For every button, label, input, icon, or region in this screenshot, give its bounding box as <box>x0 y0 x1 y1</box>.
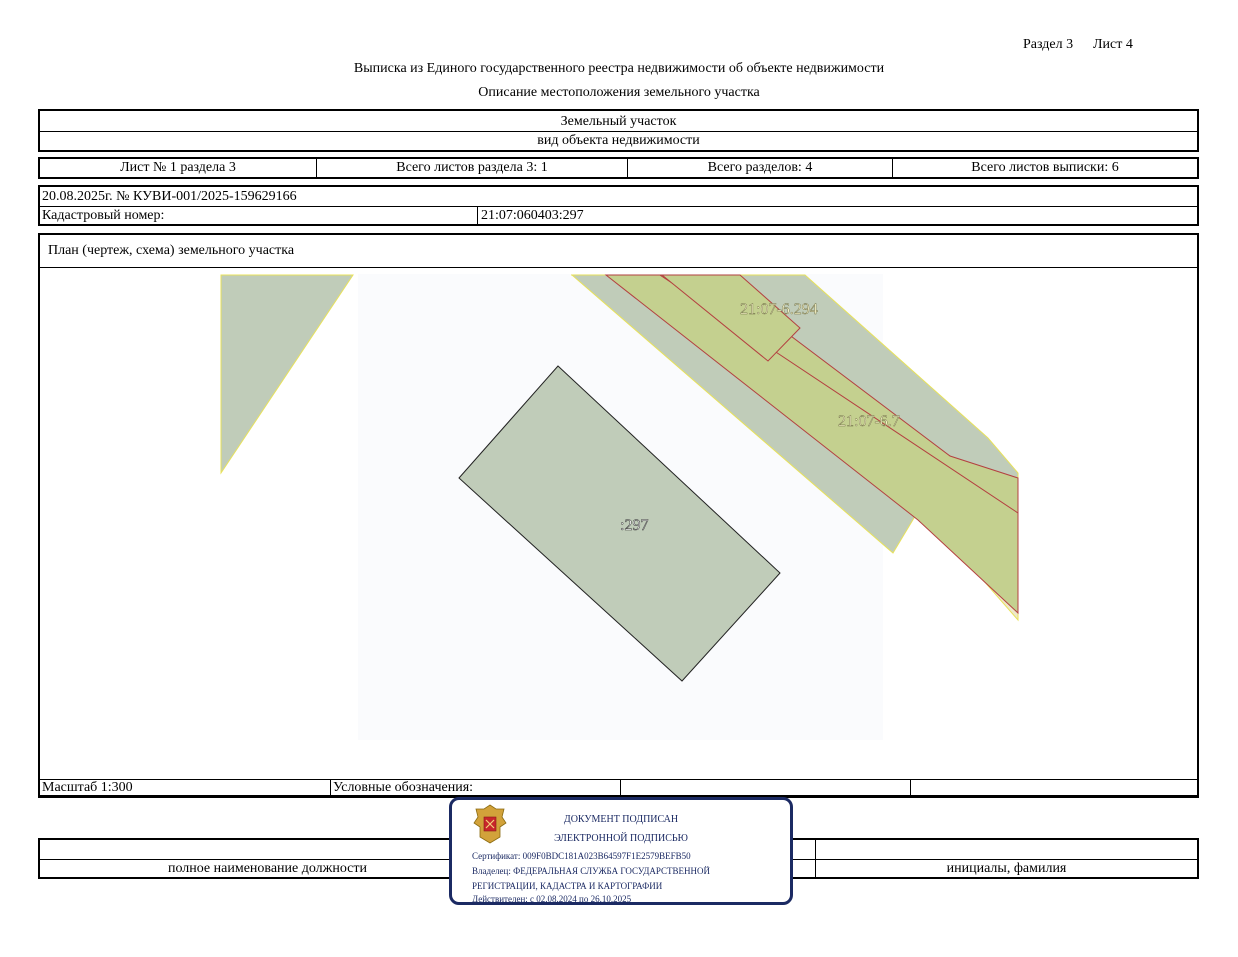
legend-cell-empty-2 <box>910 780 1197 796</box>
sheet-number: Лист № 1 раздела 3 <box>120 160 236 175</box>
position-caption: полное наименование должности <box>167 861 368 876</box>
label-parcel-294: 21:07-6.294 <box>740 301 818 318</box>
stamp-owner-line1: Владелец: ФЕДЕРАЛЬНАЯ СЛУЖБА ГОСУДАРСТВЕННОЙ <box>472 866 711 876</box>
label-parcel-7: 21:07-6.7 <box>838 413 900 430</box>
record-date-number: 20.08.2025г. № КУВИ-001/2025-159629166 <box>42 189 297 204</box>
plan-drawing <box>40 268 1197 780</box>
total-section-sheets: Всего листов раздела 3: 1 <box>316 159 627 177</box>
legend-label: Условные обозначения: <box>330 780 620 796</box>
stamp-certificate: Сертификат: 009F0BDC181A023B64597F1E2579BEFB50 <box>472 851 691 861</box>
legend-row <box>38 779 1199 798</box>
document-title: Выписка из Единого государственного реестра недвижимости об объекте недвижимости <box>353 61 885 76</box>
initials-caption: инициалы, фамилия <box>946 861 1067 876</box>
total-extract-sheets: Всего листов выписки: 6 <box>892 159 1197 177</box>
cadastral-label: Кадастровый номер: <box>42 208 165 223</box>
record-box <box>38 185 1199 226</box>
plan-map <box>40 268 1197 780</box>
stamp-line1: ДОКУМЕНТ ПОДПИСАН <box>563 814 679 825</box>
label-parcel-297: :297 <box>620 517 649 534</box>
total-sections: Всего разделов: 4 <box>627 159 892 177</box>
stamp-valid: Действителен: с 02.08.2024 по 26.10.2025 <box>472 894 632 904</box>
sheets-row <box>38 157 1199 179</box>
object-type: Земельный участок <box>560 114 677 129</box>
object-type-caption: вид объекта недвижимости <box>537 133 700 148</box>
scale-label: Масштаб 1:300 <box>42 780 133 795</box>
legend-cell-empty-1 <box>620 780 910 796</box>
stamp-line2: ЭЛЕКТРОННОЙ ПОДПИСЬЮ <box>554 833 688 844</box>
plan-title: План (чертеж, схема) земельного участка <box>48 243 295 258</box>
object-type-box <box>38 109 1199 152</box>
section-label: Раздел 3 <box>1023 37 1074 52</box>
sheet-label: Лист 4 <box>1093 37 1133 52</box>
signature-stamp <box>449 797 793 905</box>
cadastral-number: 21:07:060403:297 <box>481 208 584 223</box>
document-subtitle: Описание местоположения земельного участка <box>478 85 760 100</box>
stamp-owner-line2: РЕГИСТРАЦИИ, КАДАСТРА И КАРТОГРАФИИ <box>472 881 663 891</box>
parcel-left-triangle <box>221 275 353 473</box>
